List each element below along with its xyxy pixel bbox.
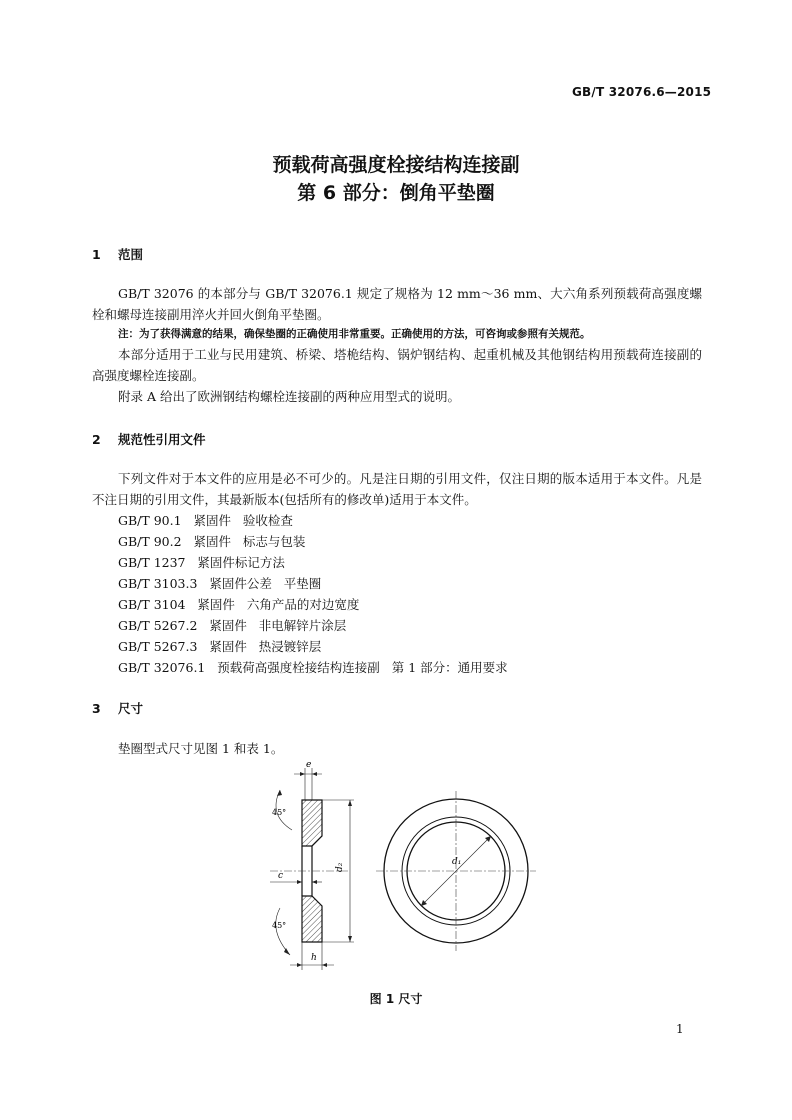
reference-item: GB/T 90.1 紧固件 验收检查 [118,513,293,528]
section-number: 1 [92,247,101,262]
standard-number: GB/T 32076.6—2015 [572,85,712,99]
label-angle-bottom: 45° [272,921,287,930]
dimensions-intro: 垫圈型式尺寸见图 1 和表 1。 [118,741,284,756]
label-c: c [278,871,284,881]
section-title: 规范性引用文件 [118,432,206,447]
section-number: 3 [92,701,101,716]
section-title: 尺寸 [118,701,144,716]
washer-section-top [302,800,322,846]
scope-paragraph-2: 本部分适用于工业与民用建筑、桥梁、塔桅结构、锅炉钢结构、起重机械及其他钢结构用预载荷连接副的高强度螺栓连接副。 [92,347,702,383]
section-title: 范围 [118,247,144,262]
scope-note: 注：为了获得满意的结果，确保垫圈的正确使用非常重要。正确使用的方法，可咨询或参照有关规范。 [118,328,591,340]
scope-paragraph-1: GB/T 32076 的本部分与 GB/T 32076.1 规定了规格为 12 mm～36 mm、大六角系列预载荷高强度螺栓和螺母连接副用淬火并回火倒角平垫圈。 [92,286,702,322]
washer-dimension-drawing [250,760,550,975]
reference-item: GB/T 3103.3 紧固件公差 平垫圈 [118,576,322,591]
section-heading-normative-references [92,430,206,448]
reference-item: GB/T 3104 紧固件 六角产品的对边宽度 [118,597,360,612]
scope-paragraph-3: 附录 A 给出了欧洲钢结构螺栓连接副的两种应用型式的说明。 [118,389,460,404]
normative-intro: 下列文件对于本文件的应用是必不可少的。凡是注日期的引用文件，仅注日期的版本适用于本文件。凡是不注日期的引用文件，其最新版本(包括所有的修改单)适用于本文件。 [92,471,702,507]
reference-item: GB/T 1237 紧固件标记方法 [118,555,285,570]
washer-section-bottom [302,896,322,942]
reference-item: GB/T 5267.3 紧固件 热浸镀锌层 [118,639,322,654]
label-angle-top: 45° [272,808,287,817]
page-number: 1 [676,1022,684,1036]
washer-plan-view [376,791,536,951]
label-e: e [306,760,312,770]
reference-item: GB/T 32076.1 预载荷高强度栓接结构连接副 第 1 部分：通用要求 [118,660,508,675]
section-number: 2 [92,432,101,447]
label-d1: d₁ [452,857,462,867]
reference-item: GB/T 5267.2 紧固件 非电解锌片涂层 [118,618,347,633]
reference-item: GB/T 90.2 紧固件 标志与包装 [118,534,306,549]
document-title-line1: 预载荷高强度栓接结构连接副 [272,154,520,176]
figure-caption: 图 1 尺寸 [369,992,423,1006]
label-d2: d₂ [335,862,345,872]
washer-section-view [270,760,354,970]
section-heading-scope [92,245,143,263]
section-heading-dimensions [92,699,143,717]
label-h: h [311,953,317,963]
document-title-line2: 第 6 部分：倒角平垫圈 [297,182,495,204]
